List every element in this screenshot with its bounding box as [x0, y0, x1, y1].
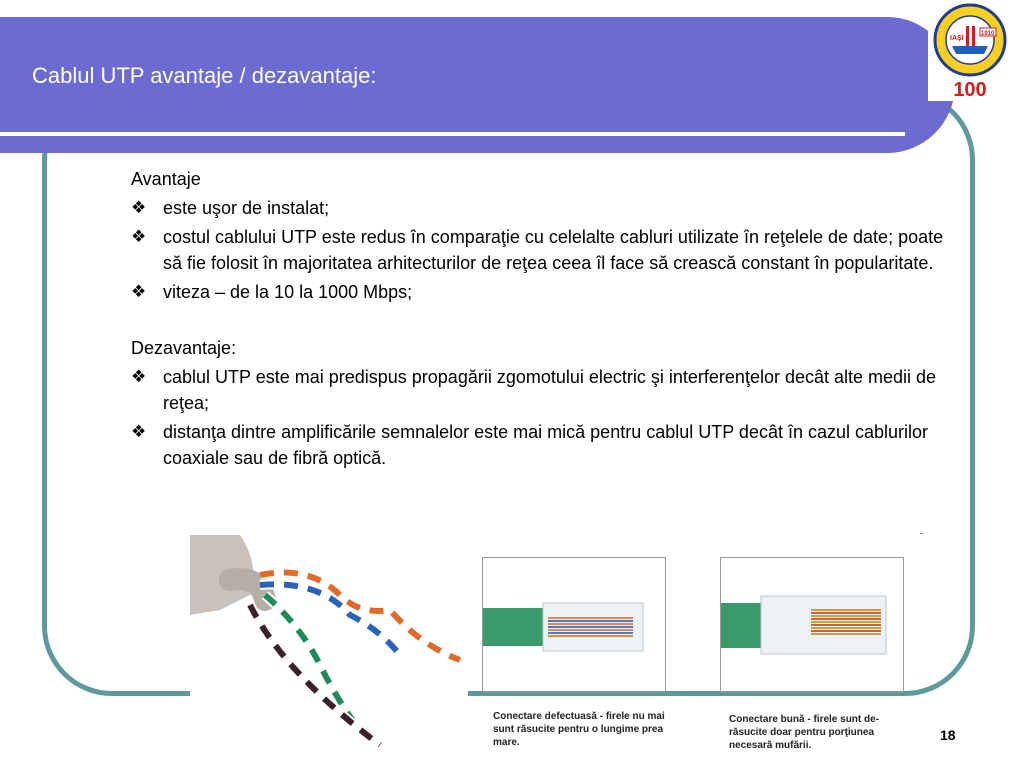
list-item-text: cablul UTP este mai predispus propagării zgomotului electric şi interferenţelor decât alte medii de reţea;	[163, 367, 937, 413]
list-item-text: costul cablului UTP este redus în comparaţie cu celelalte cabluri utilizate în reţelele de date; poate să fie folosit în majoritatea arhitecturilor de reţea ceea îl face să crească constant în popularitate.	[163, 227, 944, 273]
diamond-bullet-icon: ❖	[131, 367, 147, 386]
advantages-heading: Avantaje	[131, 169, 201, 189]
bad-connector-caption: Conectare defectuasă - firele nu mai sunt răsucite pentru o lungime prea mare.	[493, 711, 665, 748]
disadvantages-heading: Dezavantaje:	[131, 338, 237, 358]
slide-title: Cablul UTP avantaje / dezavantaje:	[32, 63, 377, 88]
diamond-bullet-icon: ❖	[131, 227, 147, 246]
university-logo	[928, 2, 1012, 101]
list-item	[131, 419, 951, 471]
slide-content	[131, 166, 951, 474]
list-item	[131, 224, 951, 276]
list-item-text: este uşor de instalat;	[163, 198, 330, 218]
logo-city: IAŞI	[950, 35, 964, 42]
header-underline	[0, 132, 905, 136]
logo-year: 1910	[981, 31, 995, 37]
diamond-bullet-icon: ❖	[131, 198, 147, 217]
list-item	[131, 364, 951, 416]
list-item-text: distanţa dintre amplificările semnalelor este mai mică pentru cablul UTP decât în cazul cablurilor coaxiale sau de fibră optică.	[163, 422, 929, 468]
diamond-bullet-icon: ❖	[131, 422, 147, 441]
logo-anniversary: 100	[953, 79, 987, 101]
page-number: 18	[940, 727, 956, 743]
divider	[920, 533, 923, 534]
logo-graphic	[928, 2, 1012, 101]
good-connector-photo	[720, 557, 904, 692]
list-item	[131, 279, 951, 305]
list-item-text: viteza – de la 10 la 1000 Mbps;	[163, 282, 413, 302]
bad-connector-photo	[482, 557, 666, 692]
list-item	[131, 195, 951, 221]
utp-cable-photo	[190, 535, 468, 755]
diamond-bullet-icon: ❖	[131, 282, 147, 301]
good-connector-caption: Conectare bună - firele sunt de-răsucite doar pentru porţiunea necesară mufării.	[729, 714, 880, 751]
